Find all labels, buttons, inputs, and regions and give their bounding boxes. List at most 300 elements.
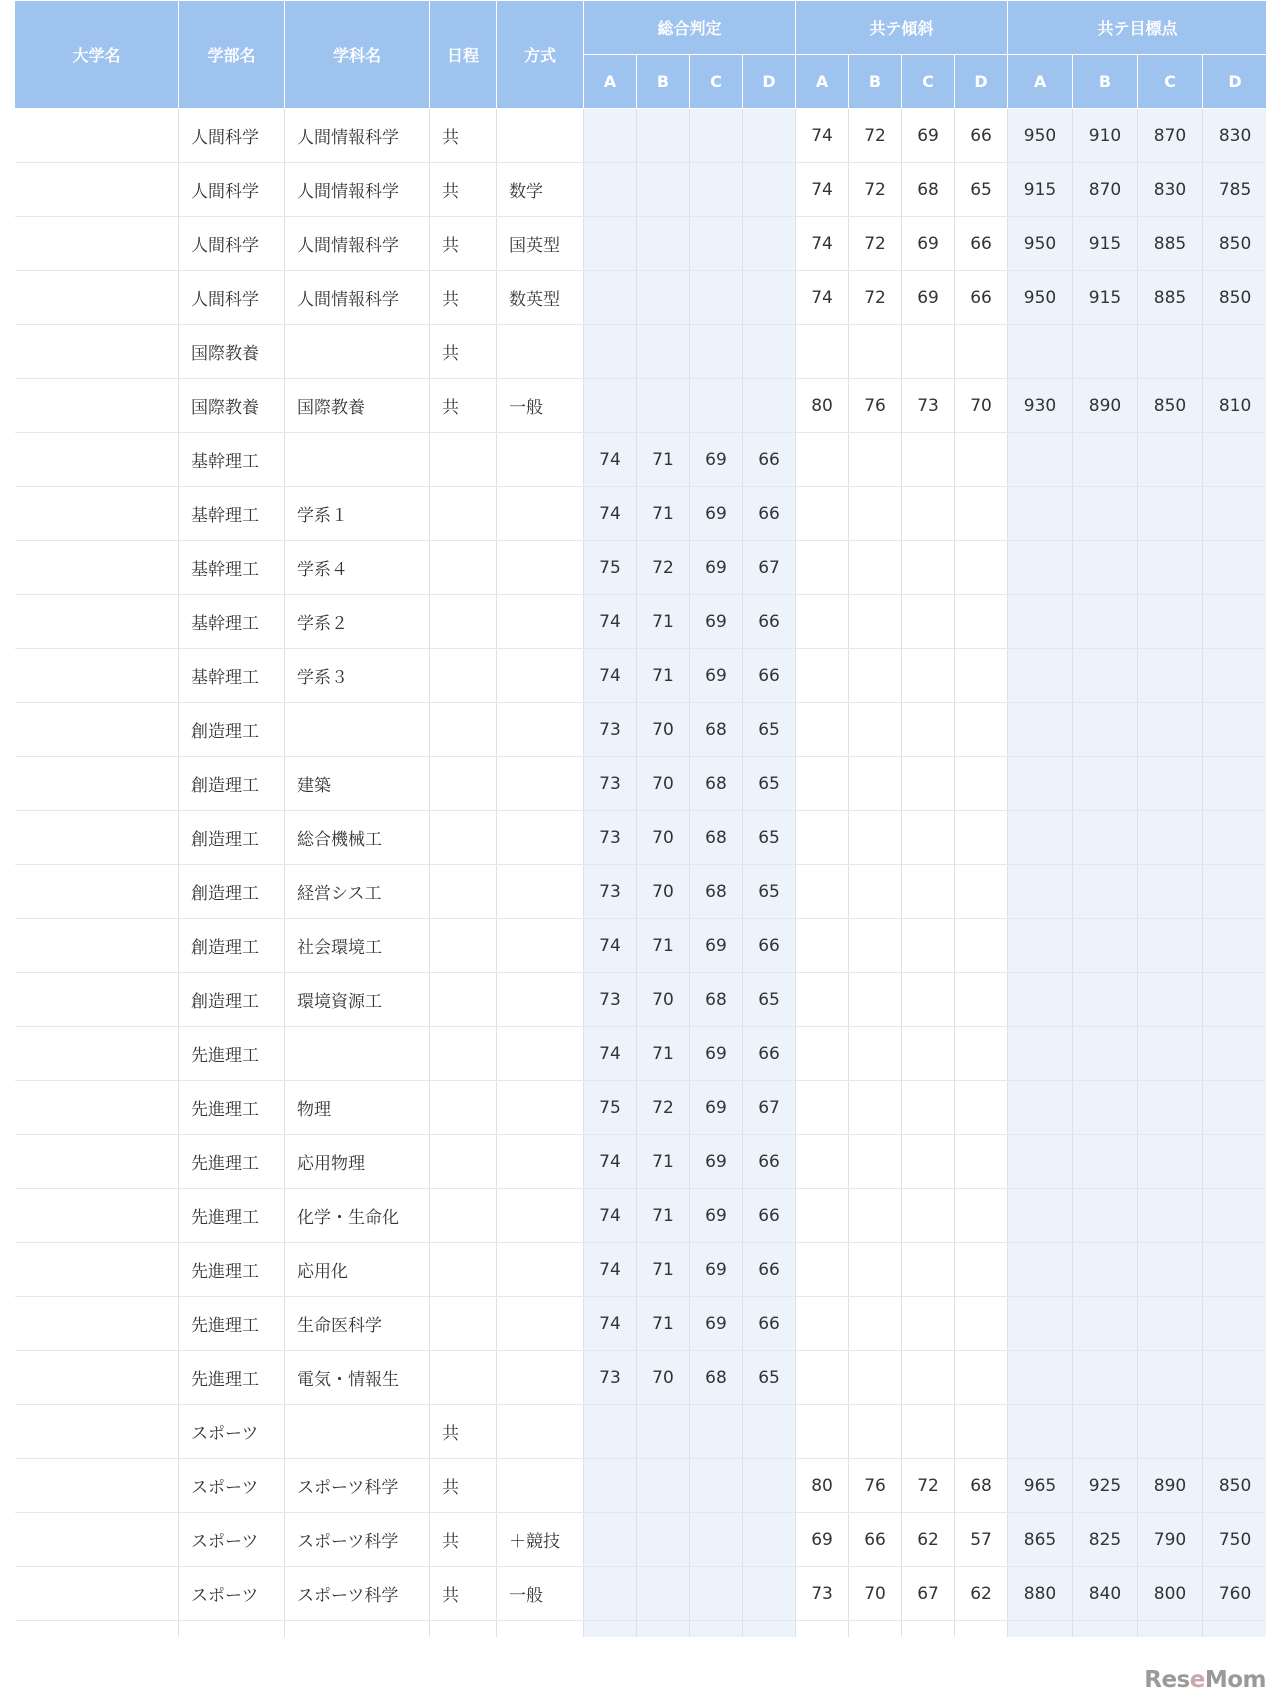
mokuhyo-score-cell — [1073, 811, 1138, 865]
table-row — [15, 1135, 1267, 1189]
faculty-cell: 創造理工 — [179, 757, 285, 811]
table-row — [15, 973, 1267, 1027]
method-cell — [497, 1243, 584, 1297]
department-cell: 物理 — [285, 1081, 430, 1135]
mokuhyo-score-cell: 915 — [1073, 217, 1138, 271]
table-row — [15, 541, 1267, 595]
mokuhyo-score-cell: 870 — [1138, 109, 1203, 163]
table-row-partial — [15, 1621, 1267, 1638]
faculty-cell: スポーツ — [179, 1513, 285, 1567]
mokuhyo-score-cell — [1073, 487, 1138, 541]
sogo-score-cell — [637, 1567, 690, 1621]
table-row — [15, 271, 1267, 325]
keisha-score-cell — [849, 649, 902, 703]
keisha-score-cell: 62 — [902, 1513, 955, 1567]
schedule-cell: 共 — [430, 271, 497, 325]
sogo-score-cell: 71 — [637, 1135, 690, 1189]
faculty-cell: 先進理工 — [179, 1189, 285, 1243]
sogo-score-cell: 72 — [637, 541, 690, 595]
university-cell — [15, 433, 179, 487]
keisha-score-cell: 70 — [849, 1567, 902, 1621]
sogo-score-cell: 74 — [584, 1243, 637, 1297]
department-cell: 人間情報科学 — [285, 217, 430, 271]
mokuhyo-score-cell — [1073, 1351, 1138, 1405]
university-cell — [15, 1459, 179, 1513]
mokuhyo-score-cell — [1008, 919, 1073, 973]
sogo-score-cell — [584, 271, 637, 325]
schedule-cell — [430, 973, 497, 1027]
faculty-cell: 先進理工 — [179, 1135, 285, 1189]
sogo-score-cell — [637, 1405, 690, 1459]
keisha-score-cell — [902, 487, 955, 541]
department-cell — [285, 433, 430, 487]
empty-cell — [15, 1621, 179, 1638]
sogo-score-cell: 66 — [743, 919, 796, 973]
keisha-score-cell — [849, 1081, 902, 1135]
sogo-score-cell: 69 — [690, 487, 743, 541]
mokuhyo-score-cell — [1008, 595, 1073, 649]
mokuhyo-score-cell — [1138, 919, 1203, 973]
schedule-cell — [430, 1027, 497, 1081]
keisha-score-cell — [849, 325, 902, 379]
empty-cell — [1008, 1621, 1073, 1638]
faculty-cell: 先進理工 — [179, 1081, 285, 1135]
keisha-score-cell — [955, 811, 1008, 865]
header-faculty: 学部名 — [179, 1, 285, 109]
mokuhyo-score-cell — [1008, 1243, 1073, 1297]
keisha-score-cell — [902, 757, 955, 811]
mokuhyo-score-cell — [1073, 919, 1138, 973]
keisha-score-cell — [955, 325, 1008, 379]
schedule-cell — [430, 703, 497, 757]
table-row — [15, 163, 1267, 217]
keisha-score-cell — [849, 1243, 902, 1297]
mokuhyo-score-cell — [1138, 649, 1203, 703]
empty-cell — [1203, 1621, 1266, 1638]
sogo-score-cell — [743, 1513, 796, 1567]
header-grade-b: B — [1073, 55, 1138, 109]
university-cell — [15, 163, 179, 217]
keisha-score-cell — [955, 919, 1008, 973]
department-cell: 電気・情報生 — [285, 1351, 430, 1405]
method-cell: 数学 — [497, 163, 584, 217]
department-cell — [285, 703, 430, 757]
department-cell: 国際教養 — [285, 379, 430, 433]
header-grade-c: C — [1138, 55, 1203, 109]
header-grade-d: D — [955, 55, 1008, 109]
university-cell — [15, 811, 179, 865]
sogo-score-cell — [690, 1459, 743, 1513]
mokuhyo-score-cell — [1203, 1189, 1266, 1243]
mokuhyo-score-cell: 850 — [1138, 379, 1203, 433]
schedule-cell: 共 — [430, 163, 497, 217]
mokuhyo-score-cell — [1203, 541, 1266, 595]
sogo-score-cell: 70 — [637, 1351, 690, 1405]
sogo-score-cell — [584, 1567, 637, 1621]
table-row — [15, 1297, 1267, 1351]
sogo-score-cell: 66 — [743, 1297, 796, 1351]
mokuhyo-score-cell — [1203, 973, 1266, 1027]
keisha-score-cell — [902, 919, 955, 973]
faculty-cell: 国際教養 — [179, 379, 285, 433]
keisha-score-cell — [849, 811, 902, 865]
sogo-score-cell — [637, 217, 690, 271]
empty-cell — [584, 1621, 637, 1638]
table-row — [15, 919, 1267, 973]
method-cell — [497, 1459, 584, 1513]
mokuhyo-score-cell: 790 — [1138, 1513, 1203, 1567]
sogo-score-cell: 69 — [690, 595, 743, 649]
sogo-score-cell — [743, 163, 796, 217]
empty-cell — [1073, 1621, 1138, 1638]
keisha-score-cell — [796, 1135, 849, 1189]
mokuhyo-score-cell — [1008, 1351, 1073, 1405]
method-cell — [497, 595, 584, 649]
department-cell: 人間情報科学 — [285, 163, 430, 217]
sogo-score-cell — [637, 163, 690, 217]
method-cell: 一般 — [497, 1567, 584, 1621]
mokuhyo-score-cell — [1203, 757, 1266, 811]
sogo-score-cell — [743, 217, 796, 271]
mokuhyo-score-cell — [1203, 1027, 1266, 1081]
department-cell: 人間情報科学 — [285, 271, 430, 325]
keisha-score-cell — [849, 1297, 902, 1351]
keisha-score-cell — [849, 1405, 902, 1459]
university-cell — [15, 541, 179, 595]
sogo-score-cell: 73 — [584, 703, 637, 757]
mokuhyo-score-cell: 750 — [1203, 1513, 1266, 1567]
keisha-score-cell — [902, 1297, 955, 1351]
mokuhyo-score-cell — [1008, 325, 1073, 379]
results-table-container — [14, 0, 1266, 1640]
keisha-score-cell — [796, 595, 849, 649]
keisha-score-cell: 66 — [955, 109, 1008, 163]
keisha-score-cell — [849, 541, 902, 595]
method-cell — [497, 1297, 584, 1351]
mokuhyo-score-cell — [1008, 649, 1073, 703]
schedule-cell: 共 — [430, 109, 497, 163]
keisha-score-cell — [796, 1243, 849, 1297]
university-cell — [15, 271, 179, 325]
header-grade-d: D — [1203, 55, 1266, 109]
sogo-score-cell — [637, 379, 690, 433]
keisha-score-cell — [902, 1081, 955, 1135]
sogo-score-cell: 70 — [637, 757, 690, 811]
empty-cell — [955, 1621, 1008, 1638]
sogo-score-cell: 68 — [690, 865, 743, 919]
empty-cell — [690, 1621, 743, 1638]
mokuhyo-score-cell — [1008, 973, 1073, 1027]
mokuhyo-score-cell — [1203, 487, 1266, 541]
header-grade-c: C — [690, 55, 743, 109]
faculty-cell: 先進理工 — [179, 1297, 285, 1351]
faculty-cell: スポーツ — [179, 1567, 285, 1621]
faculty-cell: 基幹理工 — [179, 541, 285, 595]
sogo-score-cell: 65 — [743, 757, 796, 811]
mokuhyo-score-cell: 890 — [1138, 1459, 1203, 1513]
header-schedule: 日程 — [430, 1, 497, 109]
mokuhyo-score-cell: 915 — [1073, 271, 1138, 325]
schedule-cell — [430, 487, 497, 541]
mokuhyo-score-cell: 885 — [1138, 217, 1203, 271]
sogo-score-cell: 65 — [743, 865, 796, 919]
mokuhyo-score-cell — [1138, 703, 1203, 757]
table-row — [15, 1189, 1267, 1243]
keisha-score-cell: 66 — [849, 1513, 902, 1567]
sogo-score-cell: 71 — [637, 1027, 690, 1081]
keisha-score-cell: 72 — [849, 109, 902, 163]
sogo-score-cell: 71 — [637, 1243, 690, 1297]
logo-text-part: Res — [1144, 1667, 1190, 1693]
sogo-score-cell: 65 — [743, 973, 796, 1027]
university-cell — [15, 649, 179, 703]
method-cell: 一般 — [497, 379, 584, 433]
keisha-score-cell — [849, 433, 902, 487]
keisha-score-cell — [955, 1081, 1008, 1135]
method-cell — [497, 919, 584, 973]
table-row — [15, 379, 1267, 433]
header-grade-d: D — [743, 55, 796, 109]
keisha-score-cell — [849, 865, 902, 919]
sogo-score-cell — [690, 271, 743, 325]
mokuhyo-score-cell — [1073, 1243, 1138, 1297]
sogo-score-cell: 75 — [584, 541, 637, 595]
keisha-score-cell — [849, 595, 902, 649]
university-cell — [15, 379, 179, 433]
schedule-cell — [430, 865, 497, 919]
schedule-cell: 共 — [430, 1513, 497, 1567]
sogo-score-cell: 66 — [743, 1243, 796, 1297]
university-cell — [15, 595, 179, 649]
university-cell — [15, 1027, 179, 1081]
department-cell: スポーツ科学 — [285, 1567, 430, 1621]
university-cell — [15, 217, 179, 271]
university-cell — [15, 1243, 179, 1297]
mokuhyo-score-cell — [1073, 973, 1138, 1027]
sogo-score-cell — [584, 217, 637, 271]
mokuhyo-score-cell — [1073, 1297, 1138, 1351]
mokuhyo-score-cell — [1073, 1135, 1138, 1189]
schedule-cell — [430, 1135, 497, 1189]
sogo-score-cell: 74 — [584, 649, 637, 703]
schedule-cell — [430, 919, 497, 973]
table-row — [15, 325, 1267, 379]
schedule-cell — [430, 757, 497, 811]
faculty-cell: スポーツ — [179, 1405, 285, 1459]
mokuhyo-score-cell: 760 — [1203, 1567, 1266, 1621]
keisha-score-cell — [796, 811, 849, 865]
faculty-cell: スポーツ — [179, 1459, 285, 1513]
keisha-score-cell — [902, 973, 955, 1027]
mokuhyo-score-cell — [1008, 811, 1073, 865]
keisha-score-cell — [796, 325, 849, 379]
table-row — [15, 811, 1267, 865]
mokuhyo-score-cell — [1008, 757, 1073, 811]
mokuhyo-score-cell — [1073, 1189, 1138, 1243]
sogo-score-cell — [690, 1513, 743, 1567]
faculty-cell: 先進理工 — [179, 1243, 285, 1297]
table-row — [15, 1459, 1267, 1513]
mokuhyo-score-cell: 870 — [1073, 163, 1138, 217]
schedule-cell: 共 — [430, 325, 497, 379]
method-cell — [497, 541, 584, 595]
empty-cell — [902, 1621, 955, 1638]
keisha-score-cell — [796, 703, 849, 757]
method-cell — [497, 1135, 584, 1189]
mokuhyo-score-cell — [1138, 757, 1203, 811]
method-cell — [497, 649, 584, 703]
mokuhyo-score-cell: 965 — [1008, 1459, 1073, 1513]
mokuhyo-score-cell — [1138, 973, 1203, 1027]
keisha-score-cell — [955, 865, 1008, 919]
mokuhyo-score-cell — [1073, 865, 1138, 919]
keisha-score-cell: 69 — [902, 109, 955, 163]
method-cell — [497, 109, 584, 163]
method-cell: 数英型 — [497, 271, 584, 325]
sogo-score-cell: 71 — [637, 433, 690, 487]
mokuhyo-score-cell — [1203, 649, 1266, 703]
sogo-score-cell: 68 — [690, 973, 743, 1027]
method-cell — [497, 1081, 584, 1135]
header-grade-a: A — [584, 55, 637, 109]
table-row — [15, 703, 1267, 757]
mokuhyo-score-cell: 865 — [1008, 1513, 1073, 1567]
department-cell: 学系２ — [285, 595, 430, 649]
mokuhyo-score-cell — [1008, 1081, 1073, 1135]
sogo-score-cell: 74 — [584, 1189, 637, 1243]
keisha-score-cell — [902, 325, 955, 379]
sogo-score-cell — [584, 325, 637, 379]
mokuhyo-score-cell — [1203, 1081, 1266, 1135]
mokuhyo-score-cell — [1008, 1135, 1073, 1189]
keisha-score-cell: 73 — [902, 379, 955, 433]
department-cell: 経営シス工 — [285, 865, 430, 919]
schedule-cell — [430, 595, 497, 649]
sogo-score-cell: 68 — [690, 1351, 743, 1405]
keisha-score-cell: 68 — [955, 1459, 1008, 1513]
mokuhyo-score-cell: 950 — [1008, 217, 1073, 271]
sogo-score-cell — [743, 1567, 796, 1621]
keisha-score-cell — [955, 1189, 1008, 1243]
sogo-score-cell: 69 — [690, 649, 743, 703]
sogo-score-cell — [743, 379, 796, 433]
keisha-score-cell — [955, 1405, 1008, 1459]
keisha-score-cell — [902, 1243, 955, 1297]
faculty-cell: 人間科学 — [179, 271, 285, 325]
keisha-score-cell — [902, 703, 955, 757]
mokuhyo-score-cell — [1008, 1405, 1073, 1459]
keisha-score-cell: 69 — [902, 271, 955, 325]
sogo-score-cell: 74 — [584, 487, 637, 541]
mokuhyo-score-cell — [1008, 703, 1073, 757]
keisha-score-cell — [955, 649, 1008, 703]
keisha-score-cell: 72 — [849, 163, 902, 217]
sogo-score-cell: 70 — [637, 811, 690, 865]
table-row — [15, 1351, 1267, 1405]
mokuhyo-score-cell — [1138, 487, 1203, 541]
table-row — [15, 865, 1267, 919]
mokuhyo-score-cell — [1073, 433, 1138, 487]
keisha-score-cell — [902, 433, 955, 487]
sogo-score-cell: 69 — [690, 1297, 743, 1351]
sogo-score-cell: 71 — [637, 1297, 690, 1351]
mokuhyo-score-cell: 880 — [1008, 1567, 1073, 1621]
mokuhyo-score-cell — [1138, 1405, 1203, 1459]
method-cell — [497, 865, 584, 919]
mokuhyo-score-cell — [1203, 1243, 1266, 1297]
method-cell — [497, 433, 584, 487]
mokuhyo-score-cell — [1138, 1297, 1203, 1351]
table-row — [15, 109, 1267, 163]
keisha-score-cell — [796, 1297, 849, 1351]
mokuhyo-score-cell: 850 — [1203, 1459, 1266, 1513]
header-group-mokuhyo: 共テ目標点 — [1008, 1, 1266, 55]
keisha-score-cell — [955, 433, 1008, 487]
faculty-cell: 創造理工 — [179, 919, 285, 973]
faculty-cell: 先進理工 — [179, 1027, 285, 1081]
schedule-cell: 共 — [430, 379, 497, 433]
sogo-score-cell — [584, 1513, 637, 1567]
schedule-cell — [430, 1297, 497, 1351]
schedule-cell: 共 — [430, 1459, 497, 1513]
sogo-score-cell — [690, 109, 743, 163]
keisha-score-cell — [902, 541, 955, 595]
sogo-score-cell — [743, 1405, 796, 1459]
keisha-score-cell — [849, 1135, 902, 1189]
keisha-score-cell: 62 — [955, 1567, 1008, 1621]
department-cell: 応用物理 — [285, 1135, 430, 1189]
results-table — [14, 0, 1266, 1637]
mokuhyo-score-cell — [1138, 865, 1203, 919]
keisha-score-cell: 65 — [955, 163, 1008, 217]
mokuhyo-score-cell — [1073, 1081, 1138, 1135]
mokuhyo-score-cell: 850 — [1203, 217, 1266, 271]
mokuhyo-score-cell — [1073, 649, 1138, 703]
sogo-score-cell: 66 — [743, 649, 796, 703]
faculty-cell: 国際教養 — [179, 325, 285, 379]
keisha-score-cell: 74 — [796, 217, 849, 271]
keisha-score-cell — [849, 1189, 902, 1243]
mokuhyo-score-cell — [1008, 541, 1073, 595]
faculty-cell: 創造理工 — [179, 811, 285, 865]
mokuhyo-score-cell: 810 — [1203, 379, 1266, 433]
sogo-score-cell: 67 — [743, 1081, 796, 1135]
schedule-cell — [430, 649, 497, 703]
table-body — [15, 109, 1267, 1638]
method-cell — [497, 325, 584, 379]
keisha-score-cell — [902, 1135, 955, 1189]
header-group-keisha: 共テ傾斜 — [796, 1, 1008, 55]
sogo-score-cell — [637, 109, 690, 163]
keisha-score-cell — [796, 1405, 849, 1459]
method-cell — [497, 973, 584, 1027]
table-row — [15, 433, 1267, 487]
university-cell — [15, 1567, 179, 1621]
mokuhyo-score-cell — [1203, 865, 1266, 919]
sogo-score-cell: 74 — [584, 433, 637, 487]
department-cell: 生命医科学 — [285, 1297, 430, 1351]
method-cell — [497, 757, 584, 811]
department-cell: 応用化 — [285, 1243, 430, 1297]
sogo-score-cell: 66 — [743, 1027, 796, 1081]
university-cell — [15, 487, 179, 541]
table-row — [15, 1027, 1267, 1081]
mokuhyo-score-cell — [1138, 1351, 1203, 1405]
keisha-score-cell — [902, 595, 955, 649]
mokuhyo-score-cell — [1203, 1351, 1266, 1405]
sogo-score-cell: 71 — [637, 487, 690, 541]
keisha-score-cell — [902, 1027, 955, 1081]
